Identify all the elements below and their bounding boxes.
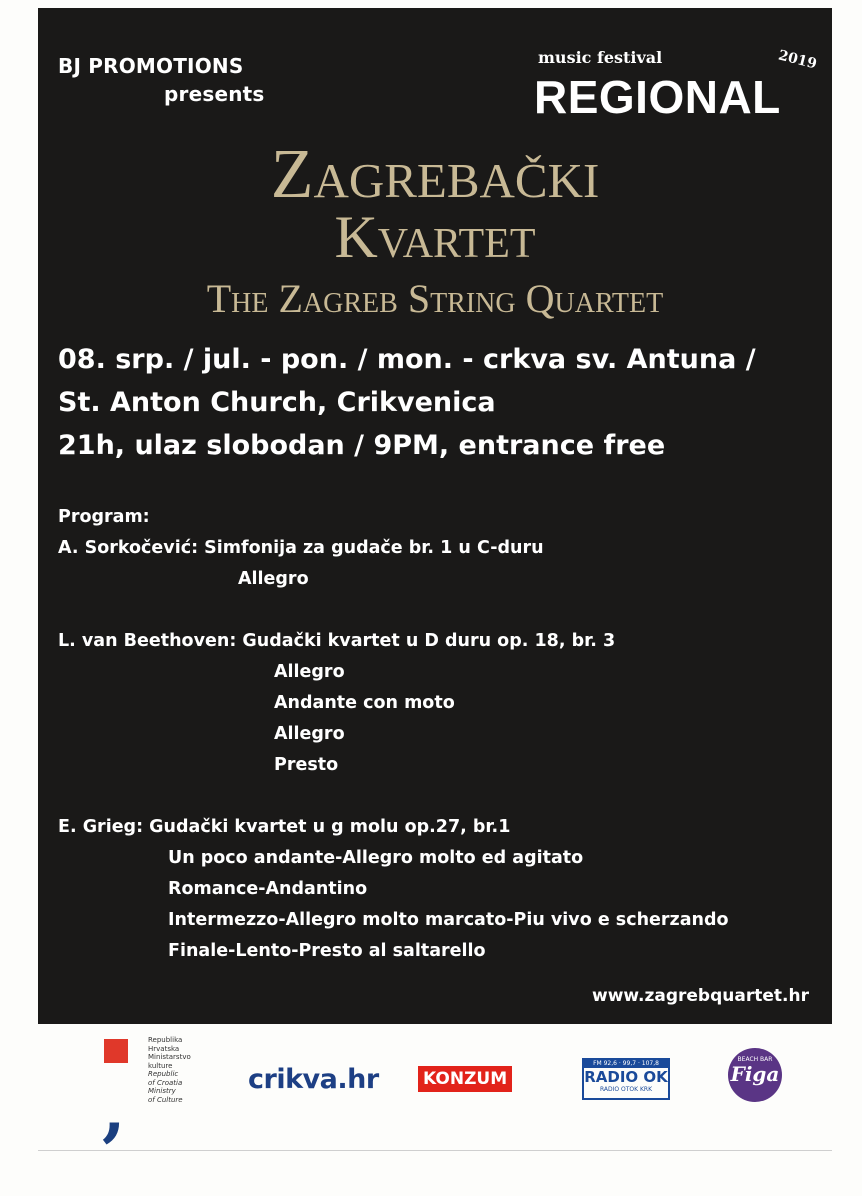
promoter-block	[58, 52, 265, 108]
konzum-logo: KONZUM	[418, 1066, 512, 1092]
program-heading: Program:	[58, 507, 150, 527]
festival-subtitle: music festival	[538, 48, 663, 67]
festival-logo: REGIONAL	[534, 71, 781, 123]
presents-text: presents	[164, 82, 265, 106]
promoter-name: BJ PROMOTIONS	[58, 54, 244, 78]
ministry-logo-comma: ,	[102, 1070, 126, 1150]
movement-item: Andante con moto	[274, 693, 455, 713]
program-work-beethoven: L. van Beethoven: Gudački kvartet u D duru op. 18, br. 3	[58, 631, 616, 651]
ministry-logo-square	[104, 1039, 128, 1063]
ministry-logo-text: Republika Hrvatska Ministarstvo kulture Republic of Croatia Ministry of Culture	[148, 1036, 191, 1104]
sponsor-strip	[38, 1024, 832, 1148]
movement-item: Allegro	[238, 569, 309, 589]
website-link[interactable]: www.zagrebquartet.hr	[592, 986, 809, 1006]
figa-logo: BEACH BAR Figa	[728, 1048, 782, 1102]
crikva-logo: crikva.hr	[248, 1064, 379, 1095]
radio-ok-logo: FM 92,6 · 99,7 · 107,8 RADIO OK RADIO OTOK KRK	[582, 1058, 670, 1100]
details-church: St. Anton Church, Crikvenica	[58, 387, 496, 418]
festival-year: 2019	[776, 47, 819, 73]
title-zagrebacki: Zagrebački	[270, 136, 600, 213]
movement-item: Allegro	[274, 724, 345, 744]
program-work-grieg: E. Grieg: Gudački kvartet u g molu op.27, br.1	[58, 817, 511, 837]
movement-item: Finale-Lento-Presto al saltarello	[168, 941, 486, 961]
title-kvartet: Kvartet	[334, 204, 536, 270]
scan-edge-line	[38, 1150, 832, 1151]
movement-item: Allegro	[274, 662, 345, 682]
concert-poster	[38, 8, 832, 1024]
program-work-sorkocevic: A. Sorkočević: Simfonija za gudače br. 1 u C-duru	[58, 538, 544, 558]
program-list	[58, 502, 832, 967]
event-details	[58, 338, 756, 467]
movement-item: Presto	[274, 755, 339, 775]
movement-item: Romance-Andantino	[168, 879, 368, 899]
title-english: The Zagreb String Quartet	[206, 276, 664, 321]
details-time-entry: 21h, ulaz slobodan / 9PM, entrance free	[58, 430, 666, 461]
movement-item: Intermezzo-Allegro molto marcato-Piu vivo e scherzando	[168, 910, 729, 930]
details-date-venue: 08. srp. / jul. - pon. / mon. - crkva sv. Antuna /	[58, 344, 756, 375]
movement-item: Un poco andante-Allegro molto ed agitato	[168, 848, 584, 868]
